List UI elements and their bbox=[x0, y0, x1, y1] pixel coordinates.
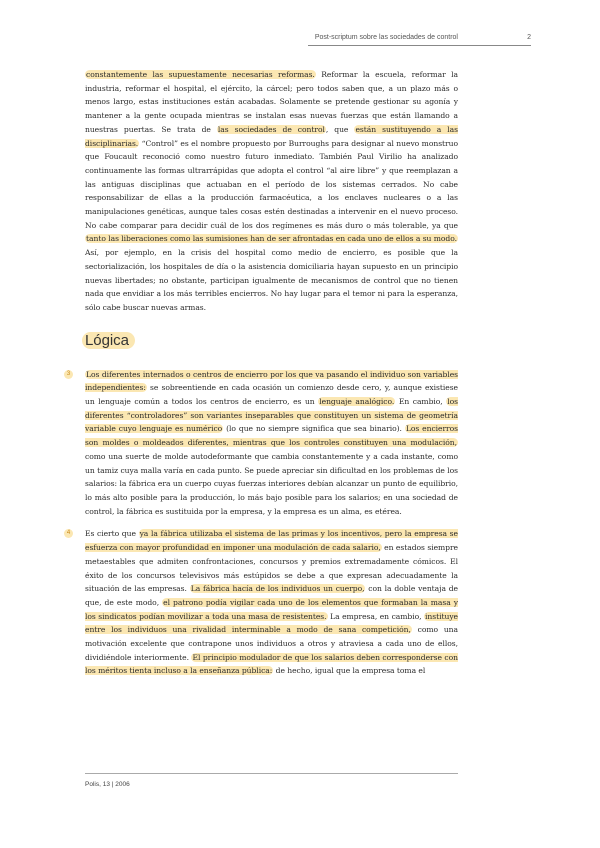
paragraph-3 bbox=[66, 368, 459, 519]
running-title: Post-scriptum sobre las sociedades de control bbox=[314, 34, 458, 41]
intro-paragraph bbox=[85, 68, 458, 315]
highlight: instituye entre los individuos una rivalidad interminable a modo de sana competición, bbox=[85, 611, 459, 635]
text-run: “Control” es el nombre propuesto por Burroughs para designar al nuevo monstruo que Foucault reconoció como nuestro futuro inmediato. También Paul Virilio ha analizado continuamente las formas ultrarrápidas que adopta el control “al aire libre” y que reemplazan a las antiguas disciplinas que actuaban en el período de los sistemas cerrados. No cabe responsabilizar de ellas a la producción farmacéutica, a los enclaves nucleares o a las manipulaciones genéticas, aunque tales cosas estén destinadas a intervenir en el nuevo proceso. No cabe comparar para decidir cuál de los dos regímenes es más duro o más tolerable, ya que bbox=[85, 138, 458, 230]
page-header bbox=[0, 30, 600, 50]
paragraph-number: 3 bbox=[64, 370, 73, 379]
text-run: , que bbox=[325, 124, 355, 134]
highlight: Los diferentes internados o centros de encierro por los que va pasando el individuo son variables independientes: bbox=[85, 369, 458, 393]
footer-rule bbox=[85, 773, 458, 774]
page-footer: Polis, 13 | 2006 bbox=[85, 781, 130, 788]
text-run: en estados siempre metaestables que admiten confrontaciones, concursos y premios extremadamente cómicos. El éxito de los concursos televisivos más estúpidos se debe a que expresan adecuadamente la situación de las empresas. bbox=[85, 543, 458, 594]
paragraph-number: 4 bbox=[64, 529, 73, 538]
text-run: La empresa, en cambio, bbox=[327, 611, 425, 621]
text-run: Es cierto que bbox=[85, 529, 139, 539]
highlight: están sustituyendo a las disciplinarias. bbox=[85, 124, 459, 148]
text-run: En cambio, bbox=[395, 397, 447, 407]
text-run: de hecho, igual que la empresa toma el bbox=[273, 666, 426, 676]
text-run: como una motivación excelente que contrapone unos individuos a otros y atraviesa a cada uno de ellos, dividiéndole interiormente. bbox=[85, 625, 458, 662]
highlight: los diferentes “controladores” son variantes inseparables que constituyen un sistema de geometría variable cuyo lenguaje es numérico bbox=[85, 397, 459, 434]
text-run: Así, por ejemplo, en la crisis del hospital como medio de encierro, es posible que la sectorialización, los hospitales de día o la asistencia domiciliaria hayan supuesto en un principio nuevas libertades; no obstante, participan igualmente de mecanismos de control que no tienen nada que envidiar a los más terribles encierros. No hay lugar para el temor ni para la esperanza, sólo cabe buscar nuevas armas. bbox=[85, 248, 458, 312]
paragraph-4 bbox=[66, 527, 459, 678]
text-run: (lo que no siempre significa que sea binario). bbox=[223, 424, 405, 434]
section-heading bbox=[85, 332, 458, 350]
text-run: con la doble ventaja de que, de este modo, bbox=[85, 584, 458, 607]
highlight: La fábrica hacía de los individuos un cuerpo, bbox=[190, 584, 365, 594]
section-heading-text: Lógica bbox=[82, 332, 135, 349]
page-number: 2 bbox=[527, 34, 531, 41]
highlight: el patrono podía vigilar cada uno de los elementos que formaban la masa y los sindicatos podían movilizar a toda una masa de resistentes. bbox=[85, 597, 458, 621]
article-body bbox=[66, 68, 459, 687]
text-run: se sobreentiende en cada ocasión un comienzo desde cero, y, aunque existiese un lenguaje común a todos los centros de encierro, es un bbox=[85, 383, 458, 407]
highlight: constantemente las supuestamente necesarias reformas. bbox=[86, 70, 315, 79]
highlight: Los encierros son moldes o moldeados diferentes, mientras que los controles constituyen una modulación, bbox=[85, 424, 459, 448]
highlight: las sociedades de control bbox=[217, 124, 325, 134]
highlight: ya la fábrica utilizaba el sistema de las primas y los incentivos, pero la empresa se esfuerza con mayor profundidad en imponer una modulación de cada salario, bbox=[85, 529, 458, 553]
highlight: tanto las liberaciones como las sumisiones han de ser afrontadas en cada uno de ellos a su modo. bbox=[86, 234, 457, 244]
highlight: El principio modulador de que los salarios deben corresponderse con los méritos tienta incluso a la enseñanza pública: bbox=[85, 652, 458, 676]
text-run: como una suerte de molde autodeformante que cambia constantemente y a cada instante, como un tamiz cuya malla varía en cada punto. Se puede apreciar sin dificultad en los problemas de los salarios: la fábrica era un cuerpo cuyas fuerzas interiores debían alcanzar un punto de equilibrio, lo más alto posible para la producción, lo más bajo posible para los salarios; en una sociedad de control, la fábrica es sustituida por la empresa, y la empresa es un alma, es etérea. bbox=[85, 451, 458, 516]
highlight: lenguaje analógico. bbox=[319, 397, 395, 407]
text-run: Reformar la escuela, reformar la industria, reformar el hospital, el ejército, la cárcel; pero todos saben que, a un plazo más o menos largo, estas instituciones están acabadas. Solamente se pretende gestionar su agonía y mantener a la gente ocupada mientras se instalan esas nuevas fuerzas que están llamando a nuestras puertas. Se trata de bbox=[85, 70, 458, 134]
header-rule bbox=[308, 45, 531, 46]
